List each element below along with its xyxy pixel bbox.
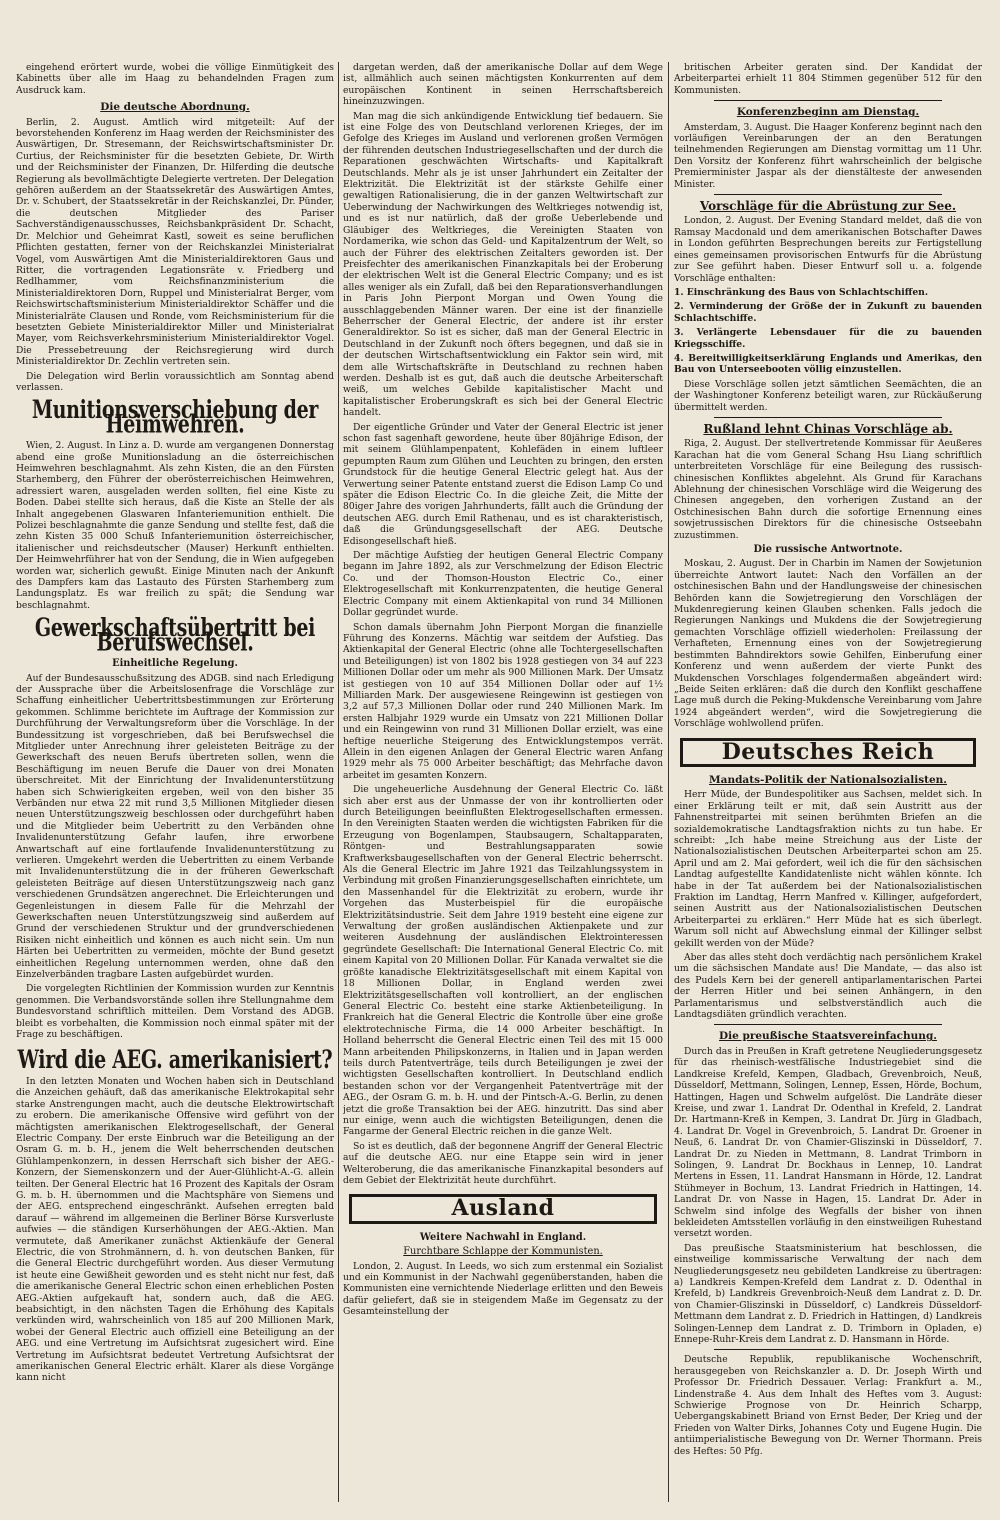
aeg-paragraph-3: Der eigentliche Gründer und Vater der General Electric ist jener schon fast sagenhaft gewordene, heute über 80jährige Edison, der mit seinem Glühlampenpatent, Kohlefäden in einem luftleer gepumpten Raum zum Glühen und Leuchten zu bringen, den ersten Grundstock für die heutige General Electric gelegt hat. Aus der Verwertung seiner Patente entstand zuerst die Edison Lamp Co und später die Edison Electric Co. In die gleiche Zeit, die Mitte der 80iger Jahre des vorigen Jahrhunderts, fällt auch die Gründung der deutschen AEG. durch Emil Rathenau, und es ist charakteristisch, daß die Gründungsgesellschaft der AEG. Deutsche Edisongesellschaft hieß.	[343, 421, 663, 547]
subheading-regelung: Einheitliche Regelung.	[112, 658, 238, 670]
divider	[714, 100, 942, 101]
article-aeg: In den letzten Monaten und Wochen haben sich in Deutschland die Anzeichen gehäuft, daß das amerikanische Elektrokapital sehr starke Anstrengungen macht, auch die deutsche Elektrowirtschaft zu erobern. Die amerikanische Offensive wird geführt von der mächtigsten amerikanischen Elektrogesellschaft, der General Electric Company. Der erste Einbruch war die Beteiligung an der Osram G. m. b. H., jenem die Welt beherrschenden deutschen Glühlampenkonzern, in dessen Herrschaft sich bisher der AEG.-Konzern, der Siemenskonzern und der Auer-Glühlicht-A.-G. allein teilten. Der General Electric hat 16 Prozent des Kapitals der Osram G. m. b. H. übernommen und die Machtsphäre von Siemens und der AEG. entsprechend eingeschränkt. Aufsehen erregten bald darauf — während im allgemeinen die Berliner Börse Kursverluste aufwies — die ständigen Kurserhöhungen der AEG.-Aktien. Man vermutete, daß Amerikaner zunächst Aktienkäufe der General Electric, die von Strohmännern, d. h. von deutschen Banken, für die General Electric durchgeführt worden. Aus dieser Vermutung ist heute eine Gewißheit geworden und es steht nicht nur fest, daß die amerikanische General Electric schon einen erheblichen Posten AEG.-Aktien aufgekauft hat, sondern auch, daß die AEG. beabsichtigt, in den nächsten Tagen die Erhöhung des Kapitals verkünden wird, wahrscheinlich von 185 auf 200 Millionen Mark, wobei der General Electric auch offiziell eine Beteiligung an der AEG. und eine Vertretung im Aufsichtsrat zugesichert wird. Eine Vertretung im Aufsichtsrat bedeutet Vertretung Aufsichtsrat der amerikanischen General Electric erhält. Klarer als diese Vorgänge kann nicht	[16, 1075, 334, 1384]
heading-aeg: Wird die AEG. amerikanisiert?	[17, 1044, 333, 1075]
article-mandats: Herr Müde, der Bundespolitiker aus Sachsen, meldet sich. In einer Erklärung teilt er mit, daß sein Austritt aus der Fahnenstreitpartei mit seinen berühmten Briefen an die sozialdemokratische Landtagsfraktion nichts zu tun habe. Er schreibt: „Ich habe meine Streichung aus der Liste der Nationalsozialistischen Deutschen Arbeiterpartei schon am 25. April und am 2. Mai gefordert, weil ich die für den sächsischen Landtag aufgestellte Kandidatenliste nicht wählen könnte. Ich habe in der Tat außerdem bei der Nationalsozialistischen Fraktion im Landtag, Herrn Manfred v. Killinger, aufgefordert, seinen Austritt aus der Nationalsozialistischen Deutschen Arbeiterpartei zu erklären.“ Herr Müde hat es sich überlegt. Warum soll nicht auf Abwechslung einmal der Killinger selbst gekillt werden von der Müde?	[674, 789, 982, 949]
nachwahl-continued: britischen Arbeiter geraten sind. Der Kandidat der Arbeiterpartei erhielt 11 804 Stimmen gegenüber 512 für den Kommunisten.	[674, 62, 982, 96]
section-header-ausland: Ausland	[349, 1194, 657, 1223]
article-staat: Durch das in Preußen in Kraft getretene Neugliederungsgesetz für das rheinisch-westfälische Industriegebiet sind die Landkreise Krefeld, Kempen, Gladbach, Grevenbroich, Neuß, Düsseldorf, Mettmann, Solingen, Lennep, Essen, Hörde, Bochum, Hattingen, Hagen und Schwelm aufgelöst. Die Landräte dieser Kreise, und zwar 1. Landrat Dr. Odenthal in Krefeld, 2. Landrat Dr. Hartmann-Kreß in Kempen, 3. Landrat Dr. Jürg in Gladbach, 4. Landrat Dr. Vogel in Grevenbroich, 5. Landrat Dr. Groener in Neuß, 6. Landrat Dr. von Chamier-Gliszinski in Düsseldorf, 7. Landrat Dr. zu Nieden in Mettmann, 8. Landrat Trimborn in Solingen, 9. Landrat Dr. Bockhaus in Lennep, 10. Landrat Mertens in Essen, 11. Landrat Hansmann in Hörde, 12. Landrat Stühmeyer in Bochum, 13. Landrat Friedrich in Hattingen, 14. Landrat Dr. von Nasse in Hagen, 15. Landrat Dr. Ader in Schwelm sind infolge des Wegfalls der bisher von ihnen bekleideten Amtsstellen vorläufig in den einstweiligen Ruhestand versetzt worden.	[674, 1045, 982, 1240]
column-right	[674, 62, 982, 1507]
heading-abruestung: Vorschläge für die Abrüstung zur See.	[699, 199, 957, 214]
heading-russland: Rußland lehnt Chinas Vorschläge ab.	[703, 421, 953, 436]
column-middle	[343, 62, 663, 1507]
heading-staat: Die preußische Staatsvereinfachung.	[719, 1030, 937, 1043]
heading-nachwahl: Weitere Nachwahl in England.	[419, 1231, 587, 1243]
divider	[714, 1024, 942, 1025]
aeg-paragraph-4: Der mächtige Aufstieg der heutigen General Electric Company begann im Jahre 1892, als zur Verschmelzung der Edison Electric Co. und der Thomson-Houston Electric Co., einer Elektrogesellschaft mit Konkurrenzpatenten, die heutige General Electric Company mit einem Aktienkapital von rund 34 Millionen Dollar gegründet wurde.	[343, 550, 663, 619]
heading-abordnung: Die deutsche Abordnung.	[100, 101, 250, 114]
article-konferenz: Amsterdam, 3. August. Die Haager Konferenz beginnt nach den vorläufigen Vereinbarungen der an den Beratungen teilnehmenden Regierungen am Dienstag vormittag um 11 Uhr. Den Vorsitz der Konferenz führt wahrscheinlich der belgische Premierminister Jaspar als der dienstälteste der anwesenden Minister.	[674, 121, 982, 190]
article-russland: Riga, 2. August. Der stellvertretende Kommissar für Aeußeres Karachan hat die vom General Schang Hsu Liang schriftlich unterbreiteten Vorschläge für eine Beilegung des russisch-chinesischen Konfliktes abgelehnt. Als Grund für Karachans Ablehnung der chinesischen Vorschläge wird die Weigerung des Chinesen angegeben, den vorherigen Zustand an der Ostchinesischen Bahn durch die sofortige Ernennung eines sowjetrussischen Direktors für die chinesische Ostseebahn zuzustimmen.	[674, 438, 982, 541]
aeg-paragraph-7: So ist es deutlich, daß der begonnene Angriff der General Electric auf die deutsche AEG. nur eine Etappe sein wird in jener Welteroberung, die das amerikanische Finanzkapital besonders auf dem Gebiet der Elektrizität heute durchführt.	[343, 1140, 663, 1186]
aeg-paragraph-6: Die ungeheuerliche Ausdehnung der General Electric Co. läßt sich aber erst aus der Unmasse der von ihr kontrollierten oder durch Beteiligungen beeinflußten Elektrogesellschaften ermessen. In den Vereinigten Staaten werden die wichtigsten Fabriken für die Erzeugung von Bogenlampen, Staubsaugern, Schaltapparaten, Röntgen- und Bestrahlungsapparaten sowie Kraftwerksbaugesellschaften von der General Electric beherrscht. Als die General Electric im Jahre 1921 das Teilzahlungssystem in Verbindung mit großen Finanzierungsgesellschaften einrichtete, um den Massenhandel für die Elektrizität zu erobern, wurde ihr Vorgehen das Musterbeispiel für die europäische Elektrizitätsindustrie. Seit dem Jahre 1919 besteht eine eigene zur Verwaltung der großen ausländischen Aktienpakete und zur weiteren Ausdehnung der ausländischen Elektrointeressen gegründete Gesellschaft: Die International General Electric Co. mit einem Kapital von 20 Millionen Dollar. Für Kanada verwaltet sie die größte kanadische Elektrizitätsgesellschaft mit einem Kapital von 18 Millionen Dollar, in England werden zwei Elektrizitätsgesellschaften voll kontrolliert, an der englischen General Electric Co. besteht eine starke Aktienbeteiligung. In Frankreich hat die General Electric die Kontrolle über eine große elektrotechnische Firma, die 14 000 Arbeiter beschäftigt. In Holland beherrscht die General Electric einen Teil des mit 15 000 Mann arbeitenden Philipskonzerns, in Italien und in Japan werden teils durch Patentverträge, teils durch Beteiligungen je zwei der wichtigsten Gesellschaften kontrolliert. In Deutschland endlich bestanden schon vor der Vergangenheit Patentverträge mit der AEG., der Osram G. m. b. H. und der Pintsch-A.-G. Berlin, zu denen jetzt die große Transaktion bei der AEG. hinzutritt. Das sind aber nur einige, wenn auch die wichtigsten Beteiligungen, denen die Fangarme der General Electric reichen in die ganze Welt.	[343, 784, 663, 1138]
article-nachwahl: London, 2. August. In Leeds, wo sich zum erstenmal ein Sozialist und ein Kommunist in der Nachwahl gegenüberstanden, haben die Kommunisten eine vernichtende Niederlage erlitten und den Beweis dafür geliefert, daß sie in steigendem Maße im Gegensatz zu der Gesamteinstellung der	[343, 1260, 663, 1318]
list-item: 4. Bereitwilligkeitserklärung Englands und Amerikas, den Bau von Unterseebooten völlig einzustellen.	[674, 352, 982, 376]
subheading-schlappe: Furchtbare Schlappe der Kommunisten.	[403, 1246, 603, 1258]
intro-paragraph: eingehend erörtert wurde, wobei die völlige Einmütigkeit des Kabinetts über alle im Haag zu behandelnden Fragen zum Ausdruck kam.	[16, 62, 334, 96]
article-abordnung: Berlin, 2. August. Amtlich wird mitgeteilt: Auf der bevorstehenden Konferenz im Haag werden der Reichsminister des Auswärtigen, Dr. Stresemann, der Reichswirtschaftsminister Dr. Curtius, der Reichsminister für die besetzten Gebiete, Dr. Wirth und der Reichsminister der Finanzen, Dr. Hilferding die deutsche Regierung als bevollmächtigte Delegierte vertreten. Der Delegation gehören außerdem an der Staatssekretär des Auswärtigen Amtes, Dr. v. Schubert, der Staatssekretär in der Reichskanzlei, Dr. Pünder, die deutschen Mitglieder des Pariser Sachverständigenausschusses, Reichsbankpräsident Dr. Schacht, Dr. Melchior und Geheimrat Kastl, soweit es seine beruflichen Pflichten gestatten, ferner von der Reichskanzlei Ministerialrat Vogel, vom Auswärtigen Amt die Ministerialdirektoren Gaus und Ritter, die vortragenden Legationsräte v. Friedberg und Redlhammer, vom Reichsfinanzministerium die Ministerialdirektoren Dorn, Ruppel und Ministerialrat Berger, vom Reichswirtschaftsministerium Ministerialdirektor Schäffer und die Ministerialräte Clausen und Ronde, vom Reichsministerium für die besetzten Gebiete Ministerialdirektor Miller und Ministerialrat Mayer, vom Reichsverkehrsministerium Ministerialdirektor Vogel. Die Pressebetreuung der Reichsregierung wird durch Ministerialdirektor Dr. Zechlin vertreten sein.	[16, 116, 334, 368]
heading-mandats: Mandats-Politik der Nationalsozialisten.	[709, 773, 947, 786]
aeg-paragraph-5: Schon damals übernahm John Pierpont Morgan die finanzielle Führung des Konzerns. Mächtig war seitdem der Aufstieg. Das Aktienkapital der General Electric (ohne alle Tochtergesellschaften und Beteiligungen) ist von 1802 bis 1928 gestiegen von 34 auf 223 Millionen Dollar oder um mehr als 900 Millionen Mark. Der Umsatz ist gestiegen von 10 auf 354 Millionen Dollar oder auf 1½ Milliarden Mark. Der ausgewiesene Reingewinn ist gestiegen von 3,2 auf 57,3 Millionen Dollar oder rund 240 Millionen Mark. Im ersten Halbjahr 1929 wurde ein Umsatz von 221 Millionen Dollar und ein Reingewinn von rund 31 Millionen Dollar erzielt, was eine heftige neuerliche Steigerung des Entwicklungstempos verrät. Allein in den eigenen Anlagen der General Electric waren Anfang 1929 mehr als 75 000 Arbeiter beschäftigt; das Mehrfache davon arbeitet im gesamten Konzern.	[343, 621, 663, 781]
advertisement: Deutsche Republik, republikanische Wochenschrift, herausgegeben von Reichskanzler a. D. Dr. Joseph Wirth und Professor Dr. Friedrich Dessauer. Verlag: Frankfurt a. M., Lindenstraße 4. Aus dem Inhalt des Heftes vom 3. August: Schwierige Prognose von Dr. Heinrich Scharpp, Uebergangskabinett Briand von Ernst Beder, Der Krieg und der Frieden von Walter Dirks, Johannes Coty und Eugene Hugin. Die antiimperialistische Bewegung von Dr. Werner Thormann. Preis des Heftes: 50 Pfg.	[674, 1354, 982, 1457]
article-gewerkschaft-2: Die vorgelegten Richtlinien der Kommission wurden zur Kenntnis genommen. Die Verbandsvorstände sollen ihre Stellungnahme dem Bundesvorstand schriftlich mitteilen. Dem Vorstand des ADGB. bleibt es vorbehalten, die Kommission noch einmal später mit der Frage zu beschäftigen.	[16, 983, 334, 1041]
article-munition: Wien, 2. August. In Linz a. D. wurde am vergangenen Donnerstag abend eine große Munitionsladung an die österreichischen Heimwehren beschlagnahmt. Als zehn Kisten, die an den Fürsten Starhemberg, den Führer der oberösterreichischen Heimwehren, adressiert waren, ausgeladen werden sollten, fiel eine Kiste zu Boden. Dabei stellte sich heraus, daß die Kiste an Stelle der als Inhalt angegebenen Glaswaren Infanteriemunition enthielt. Die Polizei beschlagnahmte die ganze Sendung und stellte fest, daß die zehn Kisten 35 000 Schuß Infanteriemunition österreichischer, italienischer und reichsdeutscher (Mauser) Herkunft enthielten. Der Heimwehrführer hat von der Sendung, die in Wien aufgegeben worden war, sicherlich gewußt. Einige Minuten nach der Ankunft des Dampfers kam das Lastauto des Fürsten Starhemberg zum Landungsplatz. Es war freilich zu spät; die Sendung war beschlagnahmt.	[16, 440, 334, 611]
list-item: 3. Verlängerte Lebensdauer für die zu bauenden Kriegsschiffe.	[674, 327, 982, 350]
article-staat-2: Das preußische Staatsministerium hat beschlossen, die einstweilige kommissarische Verwaltung der nach dem Neugliederungsgesetz neu gebildeten Landkreise zu übertragen: a) Landkreis Kempen-Krefeld dem Landrat z. D. Odenthal in Krefeld, b) Landkreis Grevenbroich-Neuß dem Landrat z. D. Dr. von Chamier-Gliszinski in Düsseldorf, c) Landkreis Düsseldorf-Mettmann dem Landrat z. D. Friedrich in Hattingen, d) Landkreis Solingen-Lennep dem Landrat z. D. Trimborn in Opladen, e) Ennepe-Ruhr-Kreis dem Landrat z. D. Hansmann in Hörde.	[674, 1242, 982, 1346]
list-item: 2. Verminderung der Größe der in Zukunft zu bauenden Schlachtschiffe.	[674, 301, 982, 324]
divider	[714, 1349, 942, 1350]
heading-munition: Munitionsverschiebung der Heimwehren.	[31, 395, 319, 441]
article-abruestung: London, 2. August. Der Evening Standard meldet, daß die von Ramsay Macdonald und dem amerikanischen Botschafter Dawes in London geführten Besprechungen bereits zur Fertigstellung eines gemeinsamen provisorischen Entwurfs für die Abrüstung zur See geführt haben. Dieser Entwurf soll u. a. folgende Vorschläge enthalten:	[674, 215, 982, 284]
article-abreise: Die Delegation wird Berlin voraussichtlich am Sonntag abend verlassen.	[16, 370, 334, 393]
column-rule	[338, 62, 339, 1502]
aeg-paragraph-1: dargetan werden, daß der amerikanische Dollar auf dem Wege ist, allmählich auch seinen mächtigsten Konkurrenten auf dem europäischen Kontinent in seinen Herrschaftsbereich hineinzuzwingen.	[343, 62, 663, 108]
divider	[714, 194, 942, 195]
list-item: 1. Einschränkung des Baus von Schlachtschiffen.	[674, 286, 929, 298]
column-left	[16, 62, 334, 1507]
column-rule	[668, 62, 669, 1502]
heading-gewerkschaft: Gewerkschaftsübertritt bei Berufswechsel.	[34, 613, 316, 659]
article-abruestung-2: Diese Vorschläge sollen jetzt sämtlichen Seemächten, die an der Washingtoner Konferenz beteiligt waren, zur Rückäußerung übermittelt werden.	[674, 378, 982, 413]
aeg-paragraph-2: Man mag die sich ankündigende Entwicklung tief bedauern. Sie ist eine Folge des von Deutschland verlorenen Krieges, der im Gefolge des Krieges im Ausland und verlorenen großen Vermögen der führenden deutschen Industriegesellschaften und der durch die Reparationen geschwächten Wirtschafts- und Kapitalkraft Deutschlands. Mehr als je ist unser Jahrhundert ein Zeitalter der Elektrizität. Die Elektrizität ist der stärkste Gehilfe einer gewaltigen Rationalisierung, die in der ganzen Weltwirtschaft zur Ueberwindung der Nachwirkungen des Weltkrieges notwendig ist, und es ist nur natürlich, daß der große Ueberlebende und Gläubiger des Weltkrieges, die Vereinigten Staaten von Nordamerika, wie schon das Geld- und Kapitalzentrum der Welt, so auch der Führer des elektrischen Zeitalters geworden ist. Der Preisfechter des amerikanischen Finanzkapitals bei der Eroberung der elektrischen Welt ist die General Electric Company; und es ist alles weniger als ein Zufall, daß bei den Reparationsverhandlungen in Paris John Pierpont Morgan und Owen Young die ausschlaggebenden Männer waren. Der eine ist der finanzielle Beherrscher der General Electric, der andere ist ihr erster Generaldirektor. So ist es sicher, daß man der General Electric in Deutschland in der Zukunft noch öfters begegnen, und daß sie in der deutschen Wirtschaftsentwicklung ein Faktor sein wird, mit dem alle Wirtschaftskräfte in Deutschland zu rechnen haben werden. Deshalb ist es gut, daß auch die deutsche Arbeiterschaft weiß, um welches Gebilde kapitalistischer Macht und kapitalistischer Eroberungskraft es sich bei der General Electric handelt.	[343, 110, 663, 419]
article-mandats-2: Aber das alles steht doch verdächtig nach persönlichem Krakel um die sächsischen Mandate aus! Die Mandate, — das also ist des Pudels Kern bei der generell antiparlamentarischen Partei der Herren Hitler und bei seinen Anhängern, in den Parlamentarismus und selbstverständlich auch die Landtagsdiäten gründlich verachten.	[674, 952, 982, 1021]
subheading-antwort: Die russische Antwortnote.	[753, 544, 903, 556]
article-gewerkschaft: Auf der Bundesausschußsitzung des ADGB. sind nach Erledigung der Aussprache über die Arbeitslosenfrage die Vorschläge zur Schaffung einheitlicher Uebertrittsbestimmungen zur Erörterung gekommen. Schlimme berichtete im Auftrage der Kommission zur Durchführung der Verwaltungsreform über die Vorschläge. In der Bundessitzung ist vorgeschrieben, daß bei Berufswechsel die Mitglieder unter Anrechnung ihrer geleisteten Beiträge zu der Gewerkschaft des neuen Berufs übertreten sollen, wenn die Beschäftigung im neuen Berufe die Dauer von drei Monaten überschreitet. Mit der Einrichtung der Invalidenunterstützung haben sich Schwierigkeiten ergeben, weil von den bisher 35 Verbänden nur etwa 22 mit rund 3,5 Millionen Mitglieder diesen neuen Unterstützungszweig beschlossen oder durchgeführt haben und die Mitglieder beim Uebertritt zu den Verbänden ohne Invalidenunterstützung Gefahr laufen, ihre erworbene Anwartschaft auf eine fortlaufende Invalidenunterstützung zu verlieren. Umgekehrt werden die Uebertritten zu einem Verbande mit Invalidenunterstützung die in der früheren Gewerkschaft geleisteten Beiträge auf diesen Unterstützungszweig nach ganz verschiedenen Grundsätzen angerechnet. Die Erleichterungen und Gegenleistungen in diesem Falle für die Mehrzahl der Gewerkschaften neuen Unterstützungszweig sind außerdem auf Grund der verschiedenen Struktur und der grundverschiedenen Risiken nicht einheitlich und können es auch nicht sein. Um nun Härten bei Uebertritten zu vermeiden, möchte der Bund gesetzt einheitlichen Regelung unternommen werden, ohne daß den Einzelverbänden tragbare Lasten aufgebürdet wurden.	[16, 672, 334, 981]
article-antwort: Moskau, 2. August. Der in Charbin im Namen der Sowjetunion überreichte Antwort lautet: Nach den Vorfällen an der ostchinesischen Bahn und der Handlungsweise der chinesischen Behörden kann die Sowjetregierung den Vorschlägen der Mukdenregierung keinen Glauben schenken. Falls jedoch die Regierungen Nankings und Mukdens die der Sowjetregierung gemachten Vorschläge offiziell wiederholen: Freilassung der Verhafteten, Ernennung eines von der Sowjetregierung bestimmten Bahndirektors sowie Gehilfen, Einberufung einer Konferenz und wenn außerdem der vierte Punkt des Mukdenschen Vorschlages folgendermaßen abgeändert wird: „Beide Seiten erklären: daß die durch den Konflikt geschaffene Lage muß durch die Peking-Mukdensche Vereinbarung vom Jahre 1924 abgeändert werden“, wird die Sowjetregierung die Vorschläge wohlwollend prüfen.	[674, 558, 982, 730]
divider	[714, 417, 942, 418]
section-header-reich: Deutsches Reich	[680, 738, 976, 767]
heading-konferenz: Konferenzbeginn am Dienstag.	[736, 106, 920, 119]
